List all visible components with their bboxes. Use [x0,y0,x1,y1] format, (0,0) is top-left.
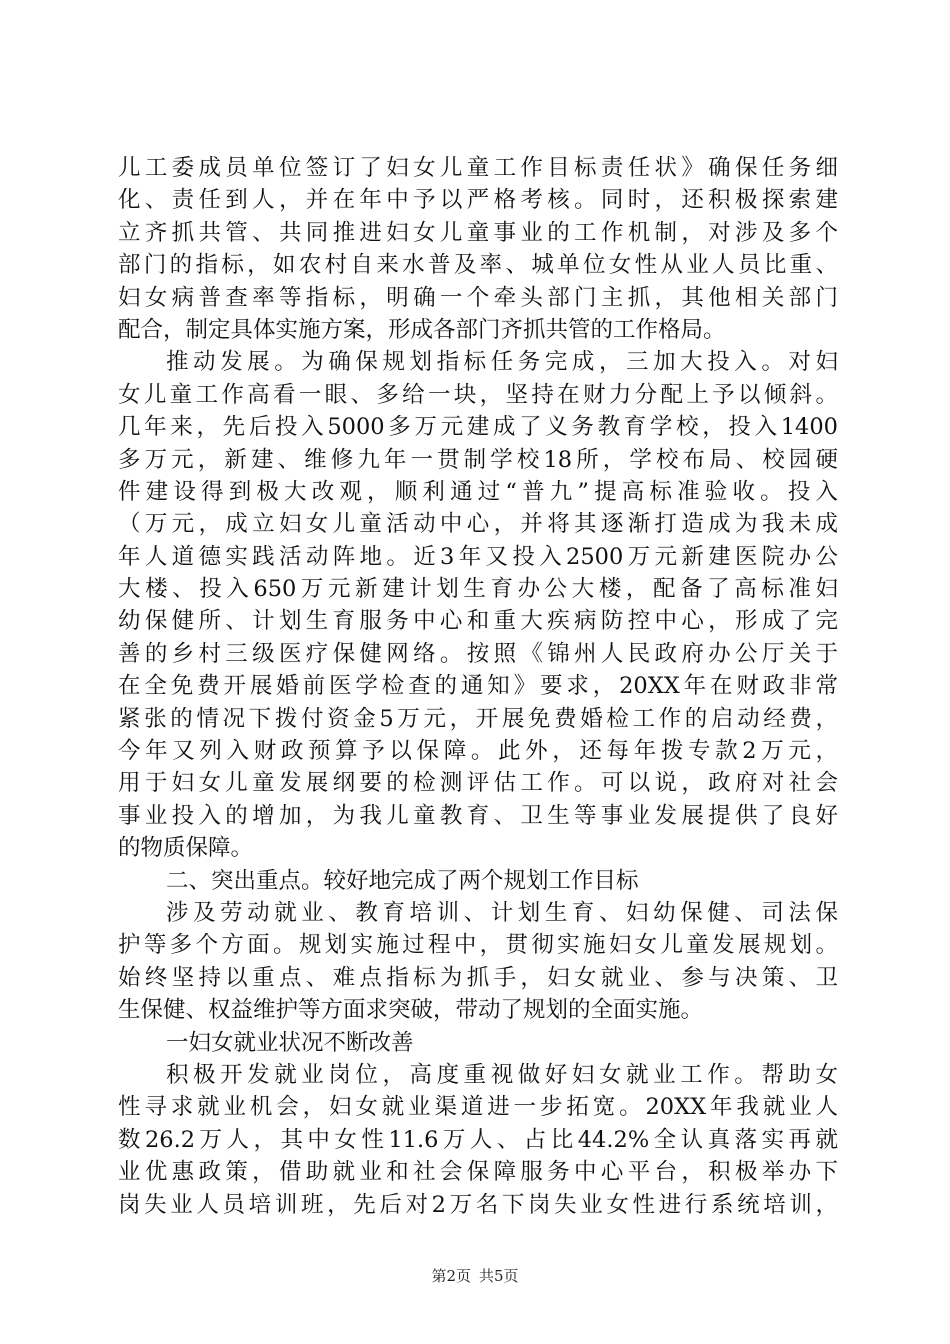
text-line: 在全免费开展婚前医学检查的通知》要求，20XX年在财政非常 [118,673,838,700]
text-line: 业优惠政策，借助就业和社会保障服务中心平台，积极举办下 [118,1159,838,1186]
page-number: 第2页 [431,1267,471,1285]
text-line: 涉及劳动就业、教育培训、计划生育、妇幼保健、司法保 [166,899,838,926]
subsection-heading: 一妇女就业状况不断改善 [166,1029,414,1056]
text-line: 件建设得到极大改观，顺利通过“普九”提高标准验收。投入 [118,478,838,505]
text-line: 始终坚持以重点、难点指标为抓手，妇女就业、参与决策、卫 [118,964,838,991]
text-line: 紧张的情况下拨付资金5万元，开展免费婚检工作的启动经费， [118,705,838,732]
text-line: 数26.2万人，其中女性11.6万人、占比44.2%全认真落实再就 [118,1126,838,1153]
text-line: 妇女病普查率等指标，明确一个牵头部门主抓，其他相关部门 [118,284,838,311]
text-line: 护等多个方面。规划实施过程中，贯彻实施妇女儿童发展规划。 [118,932,838,959]
text-line: 多万元，新建、维修九年一贯制学校18所，学校布局、校园硬 [118,446,838,473]
text-line: 儿工委成员单位签订了妇女儿童工作目标责任状》确保任务细 [118,155,838,181]
text-line: 女儿童工作高看一眼、多给一块，坚持在财力分配上予以倾斜。 [118,381,838,408]
text-line: 岗失业人员培训班，先后对2万名下岗失业女性进行系统培训， [118,1191,838,1218]
text-line: 积极开发就业岗位，高度重视做好妇女就业工作。帮助女 [166,1061,838,1088]
text-line: 化、责任到人，并在年中予以严格考核。同时，还积极探索建 [118,187,838,214]
text-line: 的物质保障。 [118,835,254,862]
text-line: 年人道德实践活动阵地。近3年又投入2500万元新建医院办公 [118,543,838,570]
text-line: 善的乡村三级医疗保健网络。按照《锦州人民政府办公厅关于 [118,640,838,667]
section-heading: 二、突出重点。较好地完成了两个规划工作目标 [166,867,639,894]
text-line: 用于妇女儿童发展纲要的检测评估工作。可以说，政府对社会 [118,770,838,797]
text-line: 立齐抓共管、共同推进妇女儿童事业的工作机制，对涉及多个 [118,219,838,246]
text-line: 推动发展。为确保规划指标任务完成，三加大投入。对妇 [166,349,838,376]
page-total: 共5页 [479,1267,519,1285]
text-line: 部门的指标，如农村自来水普及率、城单位女性从业人员比重、 [118,252,838,279]
text-line: 几年来，先后投入5000多万元建成了义务教育学校，投入1400 [118,414,838,441]
text-line: 生保健、权益维护等方面求突破，带动了规划的全面实施。 [118,997,704,1024]
text-line: 性寻求就业机会，妇女就业渠道进一步拓宽。20XX年我就业人 [118,1094,838,1121]
text-line: （万元，成立妇女儿童活动中心，并将其逐渐打造成为我未成 [118,511,838,538]
text-line: 幼保健所、计划生育服务中心和重大疾病防控中心，形成了完 [118,608,838,635]
document-body [118,152,838,1221]
text-line: 大楼、投入650万元新建计划生育办公大楼，配备了高标准妇 [118,576,838,603]
text-line: 配合，制定具体实施方案，形成各部门齐抓共管的工作格局。 [118,316,726,343]
text-line: 今年又列入财政预算予以保障。此外，还每年拨专款2万元， [118,738,838,765]
text-line: 事业投入的增加，为我儿童教育、卫生等事业发展提供了良好 [118,802,838,829]
page-footer [0,1266,950,1286]
